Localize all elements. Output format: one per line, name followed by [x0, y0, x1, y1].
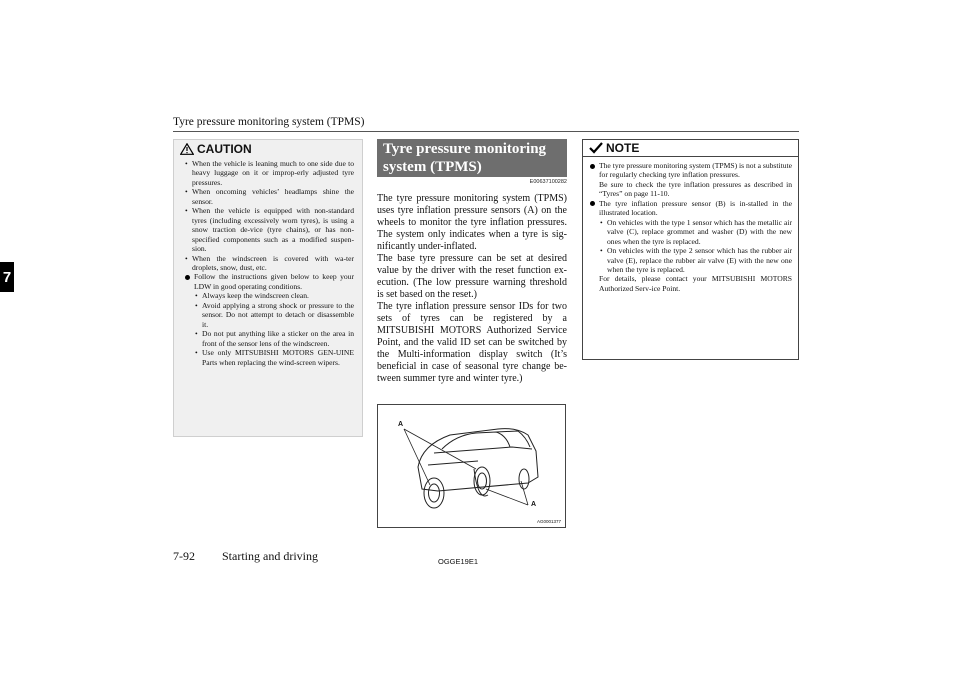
- caution-box: [173, 139, 363, 437]
- list-item: • Use only MITSUBISHI MOTORS GEN-UINE Parts when replacing the wind-screen wipers.: [194, 348, 354, 367]
- list-item: • When the vehicle is leaning much to one side due to heavy luggage on it or improp-erly adjusted tyre pressures.: [184, 159, 354, 187]
- footer-chapter-title: Starting and driving: [222, 549, 318, 563]
- warning-triangle-icon: [180, 143, 194, 155]
- callout-a-bottom: A: [531, 501, 537, 508]
- note-item-extra: Be sure to check the tyre inflation pressures as described in “Tyres” on page 11-10.: [599, 179, 792, 199]
- note-list: [589, 161, 792, 218]
- footer-page-number: 7-92: [173, 549, 195, 563]
- chapter-tab: 7: [0, 262, 14, 292]
- note-item-text: The tyre pressure monitoring system (TPMS) is not a substitute for regularly checking tyre inflation pressures.: [599, 161, 792, 180]
- tyre-sensor-illustration: [377, 404, 566, 528]
- page-header-title: Tyre pressure monitoring system (TPMS): [173, 116, 365, 128]
- note-header: [583, 140, 798, 157]
- note-box: [582, 139, 799, 360]
- section-code: E00637100282: [529, 179, 567, 185]
- note-label: NOTE: [606, 141, 640, 155]
- paragraph: The tyre pressure monitoring system (TPMS) uses tyre inflation pressure sensors (A) on the wheels to monitor the tyre inflation pressures. The system only indicates when a tyre is sig-nificantly under-inflated.: [377, 193, 567, 252]
- caution-main-list: [184, 272, 354, 367]
- note-closing: For details, please contact your MITSUBISHI MOTORS Authorized Serv-ice Point.: [599, 274, 792, 293]
- list-item: • When the windscreen is covered with wa-ter droplets, snow, dust, etc.: [184, 254, 354, 273]
- illustration-code: AG0001377: [536, 519, 561, 524]
- list-item: • On vehicles with the type 1 sensor which has the metallic air valve (C), replace grommet and washer (D) with the new ones when the tyre is replaced.: [599, 218, 792, 246]
- list-item: • When oncoming vehicles’ headlamps shine the sensor.: [184, 187, 354, 206]
- footer-document-code: OGGE19E1: [438, 557, 479, 566]
- car-drawing: [378, 405, 565, 527]
- list-item: [589, 161, 792, 199]
- caution-condition-list: [184, 159, 354, 272]
- note-content: [583, 157, 798, 293]
- list-item: • On vehicles with the type 2 sensor which has the rubber air valve (E), replace the rubber air valve (E) with the new one when the tyre is replaced.: [599, 246, 792, 274]
- follow-instructions-text: Follow the instructions given below to keep your LDW in good operating conditions.: [194, 272, 354, 291]
- caution-label: CAUTION: [197, 141, 252, 156]
- list-item: • When the vehicle is equipped with non-standard tyres (including excessively worn tyres), is using a snow traction de-vice (tyre chains), or has non-specified components such as a modified suspen-sion.: [184, 206, 354, 253]
- header-rule: [173, 131, 799, 132]
- note-sub-list: [589, 218, 792, 275]
- main-text: [377, 193, 567, 385]
- caution-header: [174, 140, 362, 157]
- list-item: • Always keep the windscreen clean.: [194, 291, 354, 300]
- caution-content: [174, 157, 362, 367]
- paragraph: The tyre inflation pressure sensor IDs for two sets of tyres can be registered by a MITSUBISHI MOTORS Authorized Service Point, and the valid ID set can be switched by the Multi-information display switch (It’s beneficial in case of seasonal tyre change be-tween summer tyre and winter tyre.): [377, 301, 567, 384]
- list-item: • Do not put anything like a sticker on the area in front of the sensor lens of the windscreen.: [194, 329, 354, 348]
- list-item: [589, 199, 792, 218]
- list-item: • Avoid applying a strong shock or pressure to the sensor. Do not attempt to detach or disassemble it.: [194, 301, 354, 329]
- list-item: [184, 272, 354, 367]
- caution-instruction-list: [194, 291, 354, 367]
- note-item-text: The tyre inflation pressure sensor (B) is in-stalled in the illustrated location.: [599, 198, 792, 218]
- callout-a-top: A: [398, 421, 404, 428]
- section-heading: Tyre pressure monitoring system (TPMS): [377, 139, 567, 177]
- paragraph: The base tyre pressure can be set at desired value by the driver with the reset function ex-ecution. (The low pressure warning threshold is set based on the reset.): [377, 253, 567, 300]
- checkmark-icon: [589, 142, 603, 154]
